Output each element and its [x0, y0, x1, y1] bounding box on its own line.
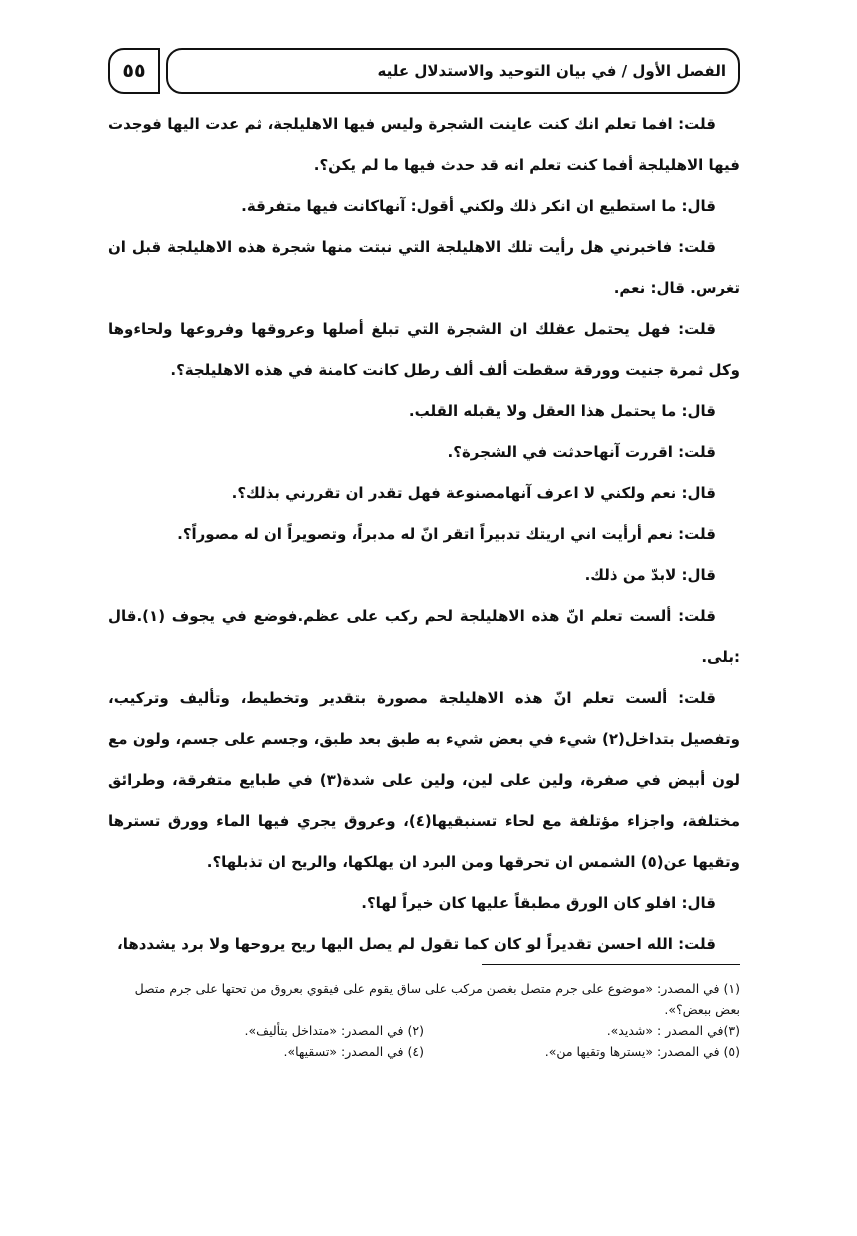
- paragraph: قلت: ألست تعلم انّ هذه الاهليلجة مصورة بتقدير وتخطيط، وتأليف وتركيب، وتفصيل بتداخل(٢) شيء في بعض شيء به طبق بعد طبق، وجسم على جسم، ولون مع لون أبيض في صفرة، ولين على لين، ولين على شدة(٣) في طبايع متفرقة، وطرائق مختلفة، واجزاء مؤتلفة مع لحاء تسنبقيها(٤)، وعروق يجري فيها الماء وورق تسترها وتقيها عن(٥) الشمس ان تحرقها ومن البرد ان يهلكها، والريح ان تذبلها؟.: [108, 689, 741, 871]
- paragraph: قلت: ألست تعلم انّ هذه الاهليلجة لحم ركب على عظم.فوضع في يجوف (١).قال :بلى.: [108, 607, 740, 666]
- footnotes: [108, 978, 740, 1062]
- paragraph: قلت: فاخبرني هل رأيت تلك الاهليلجة التي نبتت منها شجرة هذه الاهليلجة قبل ان تغرس. قال: نعم.: [108, 238, 740, 297]
- paragraph: قال: ما استطيع ان انكر ذلك ولكني أقول: آنهاكانت فيها متفرقة.: [241, 197, 716, 215]
- running-title: الفصل الأول / في بيان التوحيد والاستدلال عليه: [377, 62, 726, 80]
- page-number-box: [108, 48, 160, 94]
- paragraph: قلت: نعم أرأيت اني اريتك تدبيراً اتقر انّ له مدبراً، وتصويراً ان له مصوراً؟.: [177, 525, 716, 543]
- footnote-row: [108, 1020, 740, 1041]
- paragraph: قلت: الله احسن تقديراً لو كان كما تقول لم يصل اليها ريح يروحها ولا برد يشددها،: [117, 935, 716, 953]
- page-header: [108, 48, 740, 96]
- footnote-separator: [482, 964, 740, 965]
- footnote-2: (٢) في المصدر: «متداخل بتأليف».: [244, 1023, 424, 1038]
- paragraph: قلت: اقررت آنهاحدثت في الشجرة؟.: [447, 443, 716, 461]
- footnote-row: [108, 1041, 740, 1062]
- footnote-1: (١) في المصدر: «موضوع على جرم متصل بغصن مركب على ساق يقوم على فيقوي بعروق من تحتها على جرم متصل بعض ببعض؟».: [134, 981, 740, 1017]
- paragraph: قال: ما يحتمل هذا العقل ولا يقبله القلب.: [408, 402, 716, 420]
- main-text: [108, 104, 740, 965]
- page-number: ٥٥: [122, 60, 146, 82]
- running-title-box: [166, 48, 740, 94]
- paragraph: قلت: فهل يحتمل عقلك ان الشجرة التي تبلغ أصلها وعروقها وفروعها ولحاءوها وكل ثمرة جنيت وورقة سقطت ألف ألف رطل كانت كامنة في هذه الاهليلجة؟.: [108, 320, 740, 379]
- paragraph: قلت: افما تعلم انك كنت عاينت الشجرة وليس فيها الاهليلجة، ثم عدت اليها فوجدت فيها الاهليلجة أفما كنت تعلم انه قد حدث فيها ما لم يكن؟.: [108, 115, 740, 174]
- paragraph: قال: نعم ولكني لا اعرف آنهامصنوعة فهل تقدر ان تقررني بذلك؟.: [231, 484, 716, 502]
- footnote-3: (٣)في المصدر : «شديد».: [606, 1023, 740, 1038]
- paragraph: قال: لابدّ من ذلك.: [584, 566, 716, 584]
- footnote-5: (٥) في المصدر: «يسترها وتقيها من».: [544, 1044, 740, 1059]
- paragraph: قال: افلو كان الورق مطبقاً عليها كان خيراً لها؟.: [361, 894, 716, 912]
- footnote-4: (٤) في المصدر: «تسقيها».: [283, 1044, 424, 1059]
